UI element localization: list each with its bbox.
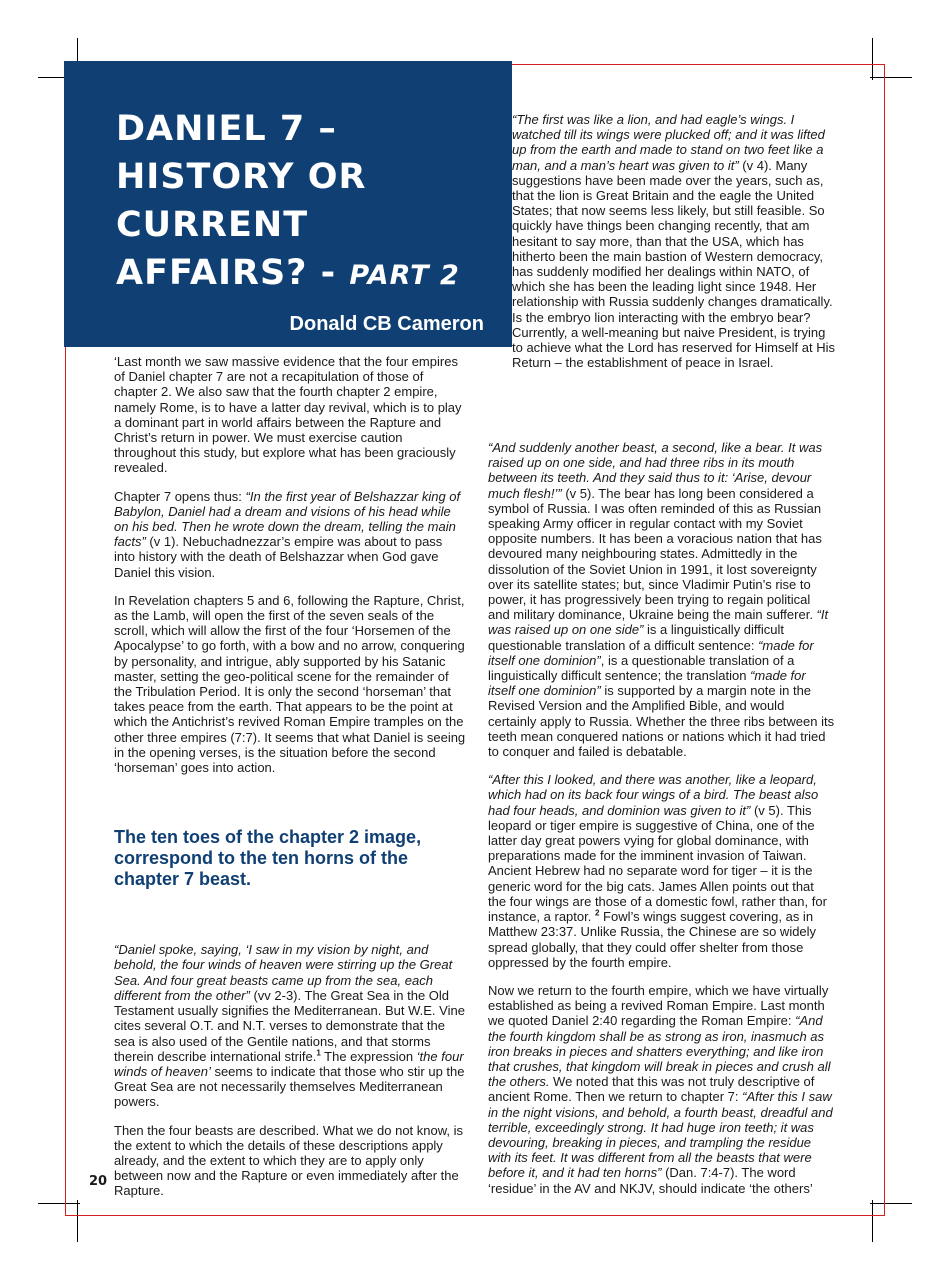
- author-name: Donald CB Cameron: [289, 313, 484, 335]
- right-column: [488, 440, 835, 1209]
- paragraph: In Revelation chapters 5 and 6, following the Rapture, Christ, as the Lamb, will open the first of the seven seals of the scroll, which will allow the first of the four ‘Horsemen of the Apocalypse’ to go forth, with a bow and no arrow, conquering by personality, and intrigue, ably supported by his Satanic master, setting the geo-political scene for the remainder of the Tribulation Period. It is only the second ‘horseman’ that takes peace from the earth. That appears to be the point at which the Antichrist’s revived Roman Empire tramples on the other three empires (7:7). It seems that what Daniel is seeing in the opening verses, is the situation before the second ‘horseman’ goes into action.: [114, 592, 466, 776]
- scripture-quote: “made for itself one dominion”: [488, 637, 814, 668]
- article-title: [116, 105, 506, 300]
- scripture-quote: “And suddenly another beast, a second, like a bear. It was raised up on one side, and had three ribs in its mouth between its teeth. And they said thus to it: ‘Arise, devour much flesh!’”: [488, 440, 823, 501]
- title-main: DANIEL 7 – HISTORY OR CURRENT AFFAIRS? -: [116, 109, 367, 293]
- paragraph: Then the four beasts are described. What we do not know, is the extent to which the details of these descriptions apply already, and the extent to which they are to apply only between now and the Rapture or even immediately after the Rapture.: [114, 1122, 464, 1199]
- footnote-ref: 2: [594, 908, 600, 918]
- paragraph: “After this I looked, and there was another, like a leopard, which had on its back four wings of a bird. The beast also had four heads, and dominion was given to it” (v 5). This leopard or tiger empire is suggestive of China, one of the latter day great powers vying for global dominance, with preparations made for the imminent invasion of Taiwan. Ancient Hebrew had no separate word for tiger – it is the generic word for the big cats. James Allen points out that the four wings are those of a domestic fowl, rather than, for instance, a raptor. $^2$ Fowl’s wings suggest covering, as in Matthew 23:37. Unlike Russia, the Chinese are so widely spread globally, that they could offer shelter from those oppressed by the fourth empire.: [488, 772, 827, 970]
- paragraph: “And suddenly another beast, a second, like a bear. It was raised up on one side, and had three ribs in its mouth between its teeth. And they said thus to it: ‘Arise, devour much flesh!’” (v 5). The bear has long been considered a symbol of Russia. I was often reminded of this as Russian speaking Army officer in regular contact with my Soviet opposite numbers. It has been a voracious nation that has devoured many neighbouring states. Admittedly in the dissolution of the Soviet Union in 1991, it lost sovereignty over its satellite states; but, since Vladimir Putin’s rise to power, it has progressively been trying to regain political and military dominance, Ukraine being the main sufferer. “It was raised up on one side” is a linguistically difficult questionable translation of a difficult sentence: “made for itself one dominion”, is a questionable translation of a linguistically difficult sentence; the translation “made for itself one dominion” is supported by a margin note in the Revised Version and the Amplified Bible, and would certainly apply to Russia. Whether the three ribs between its teeth mean conquered nations or nations which it had tried to conquer and failed is debatable.: [488, 440, 835, 760]
- scripture-quote: “made for itself one dominion”: [488, 668, 806, 699]
- scripture-quote: ‘the four winds of heaven’: [114, 1048, 464, 1079]
- scripture-quote: “The first was like a lion, and had eagle’s wings. I watched till its wings were plucked off; and it was lifted up from the earth and made to stand on two feet like a man, and a man’s heart was given to it”: [512, 112, 825, 173]
- scripture-quote: “In the first year of Belshazzar king of Babylon, Daniel had a dream and visions of his head while on his bed. Then he wrote down the dream, telling the main facts”: [114, 488, 461, 550]
- pull-quote: The ten toes of the chapter 2 image, correspond to the ten horns of the chapter 7 beast.: [114, 827, 422, 890]
- paragraph: “The first was like a lion, and had eagle’s wings. I watched till its wings were plucked off; and it was lifted up from the earth and made to stand on two feet like a man, and a man’s heart was given to it” (v 4). Many suggestions have been made over the years, such as, that the lion is Great Britain and the eagle the United States; that now seems less likely, but still feasible. So quickly have things been changing recently, that am hesitant to say more, than that the USA, which has hitherto been the main bastion of Western democracy, has suddenly modified her dealings within NATO, of which she has been the leading light since 1948. Her relationship with Russia suddenly changes dramatically. Is the embryo lion interacting with the embryo bear? Currently, a well-meaning but naive President, is trying to achieve what the Lord has reserved for Himself at His Return – the establishment of peace in Israel.: [512, 112, 835, 371]
- paragraph: Chapter 7 opens thus: “In the first year of Belshazzar king of Babylon, Daniel had a dream and visions of his head while on his bed. Then he wrote down the dream, telling the main facts” (v 1). Nebuchadnezzar’s empire was about to pass into history with the death of Belshazzar when God gave Daniel this vision.: [114, 488, 461, 580]
- paragraph: “Daniel spoke, saying, ‘I saw in my vision by night, and behold, the four winds of heaven were stirring up the Great Sea. And four great beasts came up from the sea, each different from the other” (vv 2-3). The Great Sea in the Old Testament usually signifies the Mediterranean. But W.E. Vine cites several O.T. and N.T. verses to demonstrate that the sea is also used of the Gentile nations, and that storms therein describe international strife.$^1$ The expression ‘the four winds of heaven’ seems to indicate that those who stir up the Great Sea are not necessarily themselves Mediterranean powers.: [114, 942, 465, 1110]
- title-part: PART 2: [349, 260, 460, 291]
- right-column-top: [512, 112, 835, 383]
- paragraph: Now we return to the fourth empire, which we have virtually established as being a revived Roman Empire. Last month we quoted Daniel 2:40 regarding the Roman Empire: “And the fourth kingdom shall be as strong as iron, inasmuch as iron breaks in pieces and shatters everything; and like iron that crushes, that kingdom will break in pieces and crush all the others. We noted that this was not truly descriptive of ancient Rome. Then we return to chapter 7: “After this I saw in the night visions, and behold, a fourth beast, dreadful and terrible, exceedingly strong. It had huge iron teeth; it was devouring, breaking in pieces, and trampling the residue with its feet. It was different from all the beasts that were before it, and it had ten horns” (Dan. 7:4-7). The word ‘residue’ in the AV and NKJV, should indicate ‘the others’: [488, 982, 833, 1196]
- paragraph: ‘Last month we saw massive evidence that the four empires of Daniel chapter 7 are not a recapitulation of those of chapter 2. We also saw that the fourth chapter 2 empire, namely Rome, is to have a latter day revival, which is to play a dominant part in world affairs between the Rapture and Christ’s return in power. We must exercise caution throughout this study, but explore what has been graciously revealed.: [114, 354, 462, 476]
- left-column: [114, 354, 466, 1212]
- scripture-quote: “Daniel spoke, saying, ‘I saw in my vision by night, and behold, the four winds of heaven were stirring up the Great Sea. And four great beasts came up from the sea, each different from the other”: [114, 942, 453, 1003]
- scripture-quote: “After this I saw in the night visions, and behold, a fourth beast, dreadful and terrible, exceedingly strong. It had huge iron teeth; it was devouring, breaking in pieces, and trampling the residue with its feet. It was different from all the beasts that were before it, and it had ten horns”: [488, 1089, 833, 1181]
- scripture-quote: “It was raised up on one side”: [488, 607, 829, 638]
- title-banner: [64, 61, 512, 347]
- footnote-ref: 1: [316, 1048, 321, 1058]
- scripture-quote: “And the fourth kingdom shall be as strong as iron, inasmuch as iron breaks in pieces and shatters everything; and like iron that crushes, that kingdom will break in pieces and crush all the others.: [488, 1013, 831, 1090]
- page-number: 20: [89, 1174, 108, 1189]
- scripture-quote: “After this I looked, and there was another, like a leopard, which had on its back four wings of a bird. The beast also had four heads, and dominion was given to it”: [488, 772, 819, 818]
